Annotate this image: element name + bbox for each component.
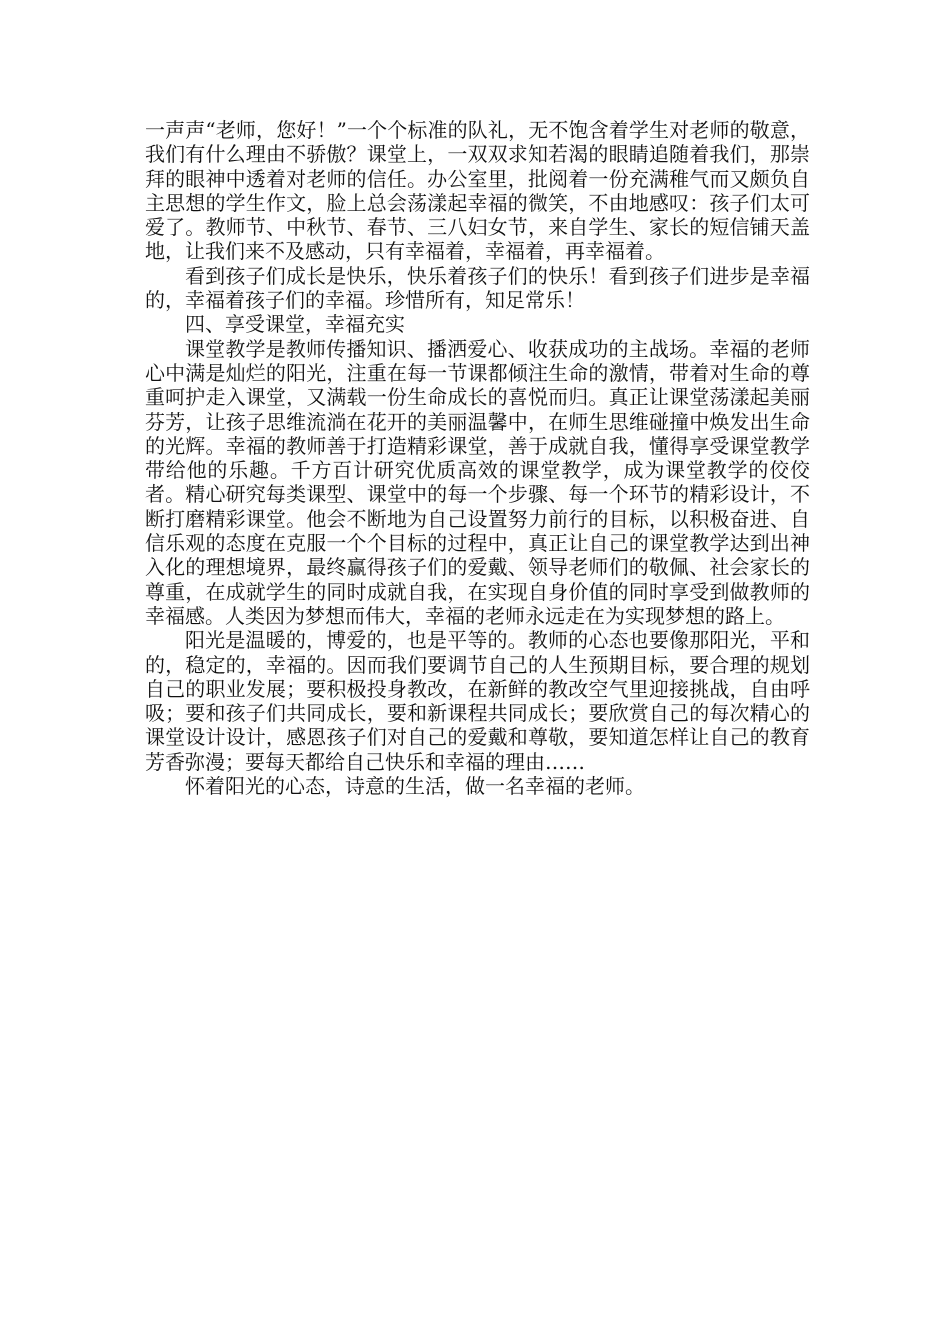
paragraph-sunshine: 阳光是温暖的，博爱的，也是平等的。教师的心态也要像那阳光，平和的，稳定的，幸福的。因而我们要调节自己的人生预期目标，要合理的规划自己的职业发展；要积极投身教改，在新鲜的教改空气里迎接挑战，自由呼吸；要和孩子们共同成长，要和新课程共同成长；要欣赏自己的每次精心的课堂设计设计，感恩孩子们对自己的爱戴和尊敬，要知道怎样让自己的教育芳香弥漫；要每天都给自己快乐和幸福的理由…… — [145, 628, 810, 774]
paragraph-continuation: 一声声“老师，您好！”一个个标准的队礼，无不饱含着学生对老师的敬意，我们有什么理由不骄傲？课堂上，一双双求知若渴的眼睛追随着我们，那崇拜的眼神中透着对老师的信任。办公室里，批阅着一份充满稚气而又颇负自主思想的学生作文，脸上总会荡漾起幸福的微笑，不由地感叹：孩子们太可爱了。教师节、中秋节、春节、三八妇女节，来自学生、家长的短信铺天盖地，让我们来不及感动，只有幸福着，幸福着，再幸福着。 — [145, 118, 810, 264]
document-body — [145, 118, 810, 798]
paragraph-closing: 怀着阳光的心态，诗意的生活，做一名幸福的老师。 — [185, 774, 645, 799]
paragraph-classroom: 课堂教学是教师传播知识、播洒爱心、收获成功的主战场。幸福的老师心中满是灿烂的阳光，注重在每一节课都倾注生命的激情，带着对生命的尊重呵护走入课堂，又满载一份生命成长的喜悦而归。真正让课堂荡漾起美丽芬芳，让孩子思维流淌在花开的美丽温馨中，在师生思维碰撞中焕发出生命的光辉。幸福的教师善于打造精彩课堂，善于成就自我，懂得享受课堂教学带给他的乐趣。千方百计研究优质高效的课堂教学，成为课堂教学的佼佼者。精心研究每类课型、课堂中的每一个步骤、每一个环节的精彩设计，不断打磨精彩课堂。他会不断地为自己设置努力前行的目标，以积极奋进、自信乐观的态度在克服一个个目标的过程中，真正让自己的课堂教学达到出神入化的理想境界，最终赢得孩子们的爱戴、领导老师们的敬佩、社会家长的尊重，在成就学生的同时成就自我，在实现自身价值的同时享受到做教师的幸福感。人类因为梦想而伟大，幸福的老师永远走在为实现梦想的路上。 — [145, 336, 810, 628]
section-heading: 四、享受课堂，幸福充实 — [185, 312, 405, 337]
paragraph-growth-happiness: 看到孩子们成长是快乐，快乐着孩子们的快乐！看到孩子们进步是幸福的，幸福着孩子们的幸福。珍惜所有，知足常乐！ — [145, 263, 810, 313]
